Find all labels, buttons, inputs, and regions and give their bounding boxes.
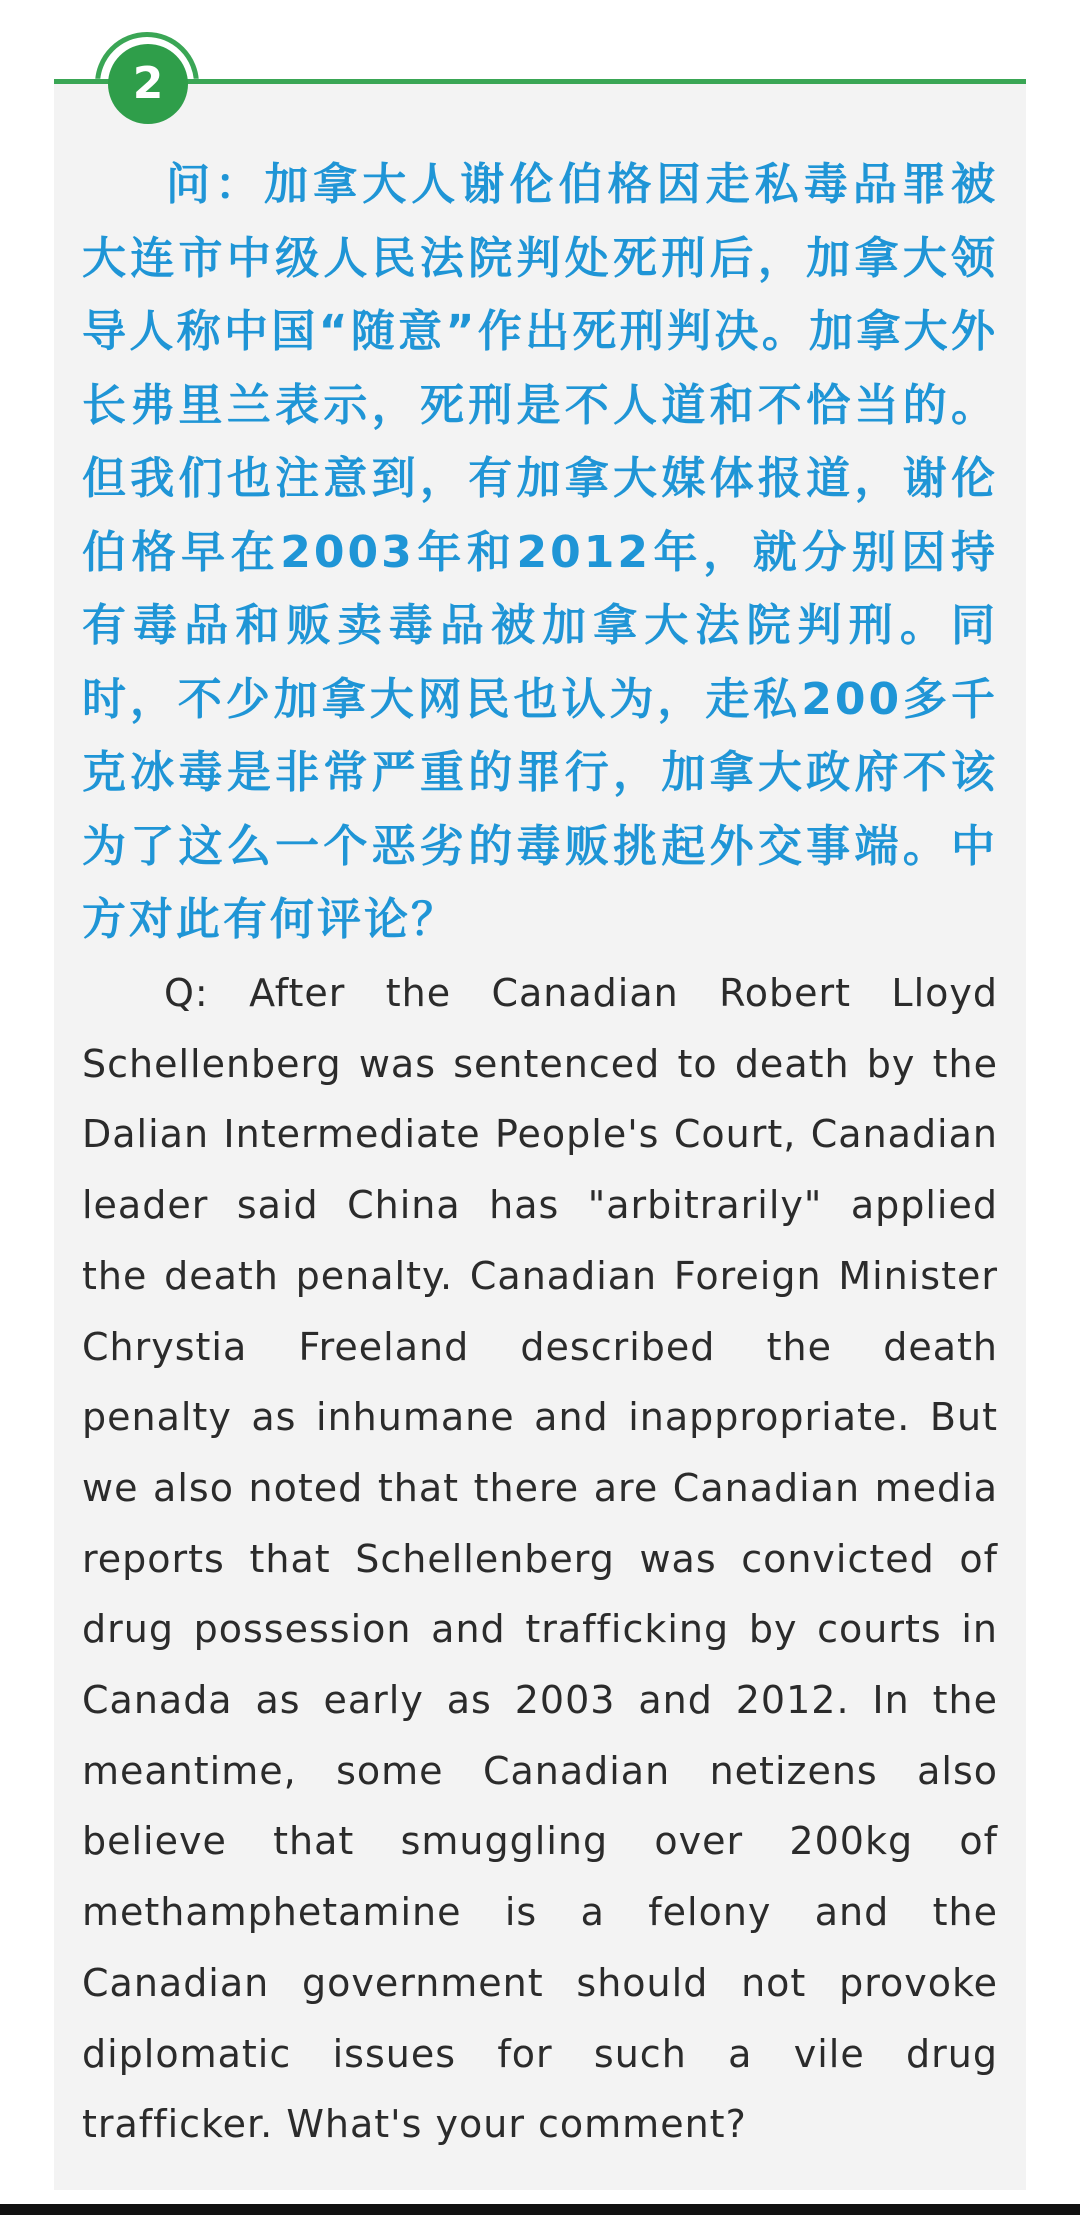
question-chinese: 问：加拿大人谢伦伯格因走私毒品罪被大连市中级人民法院判处死刑后，加拿大领导人称中国“随意”作出死刑判决。加拿大外长弗里兰表示，死刑是不人道和不恰当的。但我们也注意到，有加拿大媒体报道，谢伦伯格早在2003年和2012年，就分别因持有毒品和贩卖毒品被加拿大法院判刑。同时，不少加拿大网民也认为，走私200多千克冰毒是非常严重的罪行，加拿大政府不该为了这么一个恶劣的毒贩挑起外交事端。中方对此有何评论？	[82, 159, 998, 945]
bottom-system-bar	[0, 2204, 1080, 2215]
header-divider	[54, 79, 1026, 84]
section-number-badge: 2	[108, 44, 188, 124]
question-english: Q: After the Canadian Robert Lloyd Schellenberg was sentenced to death by the Dalian Intermediate People's Court, Canadian leader said China has "arbitrarily" applied the death penalty. Canadian Foreign Minister Chrystia Freeland described the death penalty as inhumane and inappropriate. But we also noted that there are Canadian media reports that Schellenberg was convicted of drug possession and trafficking by courts in Canada as early as 2003 and 2012. In the meantime, some Canadian netizens also believe that smuggling over 200kg of methamphetamine is a felony and the Canadian government should not provoke diplomatic issues for such a vile drug trafficker. What's your comment?	[82, 971, 998, 2147]
